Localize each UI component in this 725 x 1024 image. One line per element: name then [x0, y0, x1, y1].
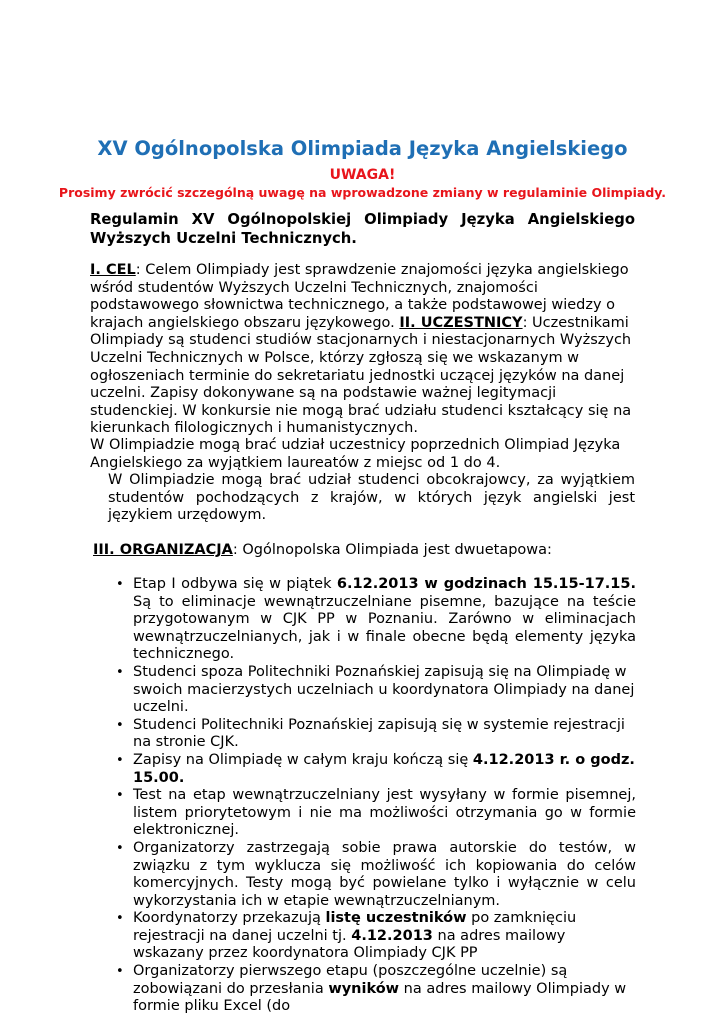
paragraph-foreign-students: W Olimpiadzie mogą brać udział studenci obcokrajowcy, za wyjątkiem studentów pochodzących z krajów, w których język angielski jest językiem urzędowym.	[108, 472, 635, 524]
paragraph-previous-participants: W Olimpiadzie mogą brać udział uczestnicy poprzednich Olimpiad Języka Angielskiego za wyjątkiem laureatów z miejsc od 1 do 4.	[90, 437, 621, 471]
list-item: • Zapisy na Olimpiadę w całym kraju kończą się 4.12.2013 r. o godz. 15.00.	[133, 752, 636, 787]
warning-label: UWAGA!	[329, 167, 396, 183]
list-item: • Studenci Politechniki Poznańskiej zapisują się w systemie rejestracji na stronie CJK.	[133, 717, 636, 752]
section-organization-text: : Ogólnopolska Olimpiada jest dwuetapowa:	[232, 542, 552, 558]
section-participants-heading: II. UCZESTNICY	[399, 314, 523, 331]
list-item: • Test na etap wewnątrzuczelniany jest wysyłany w formie pisemnej, listem priorytetowym i nie ma możliwości otrzymania go w formie elektronicznej.	[133, 787, 636, 840]
list-item: • Koordynatorzy przekazują listę uczestników po zamknięciu rejestracji na danej uczelni tj. 4.12.2013 na adres mailowy wskazany przez koordynatora Olimpiady CJK PP	[133, 910, 636, 963]
section-organization-heading: III. ORGANIZACJA	[93, 542, 233, 558]
section-participants-text: : Uczestnikami Olimpiady są studenci studiów stacjonarnych i niestacjonarnych Wyższych Uczelni Technicznych w Polsce, którzy zgłoszą się we wskazanym w ogłoszeniach terminie do sekretariatu jednostki uczącej języków na danej uczelni. Zapisy dokonywane są na podstawie ważnej legitymacji studenckiej. W konkursie nie mogą brać udziału studenci kształcący się na kierunkach filologicznych i humanistycznych.	[90, 314, 632, 437]
list-item: • Organizatorzy zastrzegają sobie prawa autorskie do testów, w związku z tym wyklucza się możliwość ich kopiowania do celów komercyjnych. Testy mogą być powielane tylko i wyłącznie w celu wykorzystania ich w etapie wewnątrzuczelnianym.	[133, 840, 636, 910]
list-item: • Studenci spoza Politechniki Poznańskiej zapisują się na Olimpiadę w swoich macierzystych uczelniach u koordynatora Olimpiady na danej uczelni.	[133, 664, 636, 717]
section-goal-heading: I. CEL	[90, 262, 136, 278]
paragraph-organization	[93, 542, 633, 560]
list-item: • Organizatorzy pierwszego etapu (poszczególne uczelnie) są zobowiązani do przesłania wyników na adres mailowy Olimpiady w formie pliku Excel (do	[133, 963, 636, 1016]
organization-list	[133, 576, 636, 1016]
page-title: XV Ogólnopolska Olimpiada Języka Angielskiego	[97, 137, 628, 160]
warning-notice: Prosimy zwrócić szczególną uwagę na wprowadzone zmiany w regulaminie Olimpiady.	[58, 185, 667, 200]
section-goal-text: : Celem Olimpiady jest sprawdzenie znajomości języka angielskiego wśród studentów Wyższych Uczelni Technicznych, znajomości podstawowego słownictwa technicznego, a także podstawowej wiedzy o krajach angielskiego obszaru językowego.	[90, 262, 629, 331]
regulation-subtitle: Regulamin XV Ogólnopolskiej Olimpiady Języka Angielskiego Wyższych Uczelni Technicznych.	[90, 211, 635, 247]
list-item: • Etap I odbywa się w piątek 6.12.2013 w godzinach 15.15-17.15. Są to eliminacje wewnątrzuczelniane pisemne, bazujące na teście przygotowanym w CJK PP w Poznaniu. Zarówno w eliminacjach wewnątrzuczelnianych, jak i w finale obecne będą elementy języka technicznego.	[133, 576, 636, 664]
paragraph-goal-participants	[90, 262, 635, 438]
